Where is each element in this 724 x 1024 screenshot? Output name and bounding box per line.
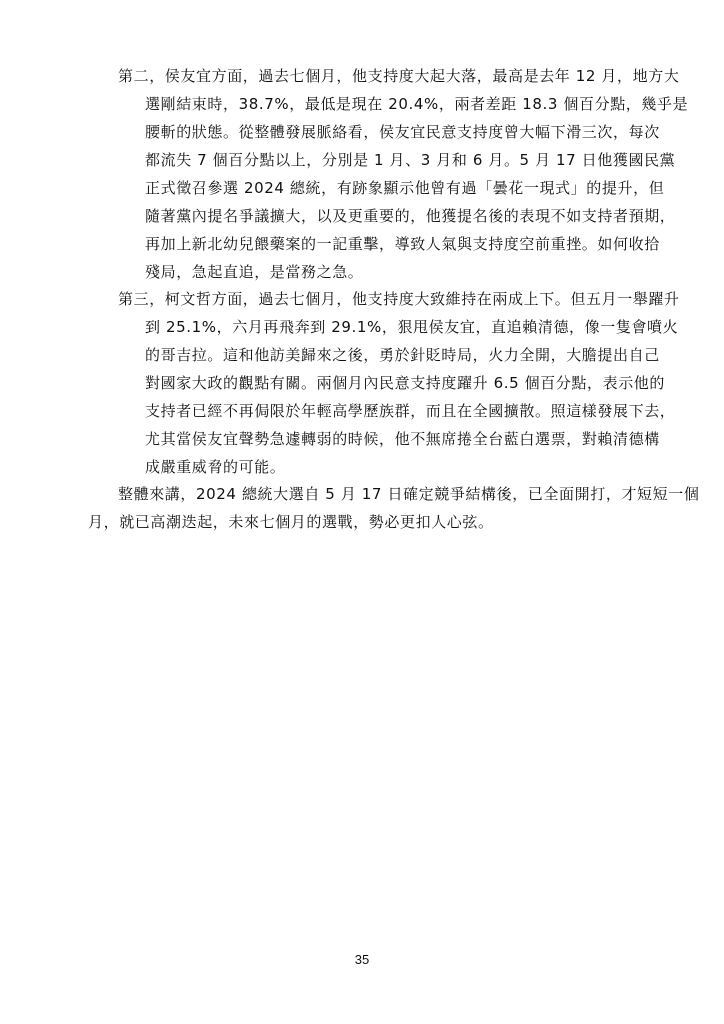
paragraph-line: 對國家大政的觀點有關。兩個月內民意支持度躍升 6.5 個百分點，表示他的 [145,374,665,392]
paragraph-line: 月，就已高潮迭起，未來七個月的選戰，勢必更扣人心弦。 [88,513,494,531]
paragraph-line: 腰斬的狀態。從整體發展脈絡看，侯友宜民意支持度曾大幅下滑三次，每次 [145,123,660,141]
paragraph-line: 到 25.1%，六月再飛奔到 29.1%，狠甩侯友宜，直追賴清德，像一隻會噴火 [145,318,679,336]
paragraph-line: 支持者已經不再侷限於年輕高學歷族群，而且在全國擴散。照這樣發展下去， [145,402,676,420]
paragraph-line: 的哥吉拉。這和他訪美歸來之後，勇於針貶時局，火力全開，大膽提出自己 [145,346,660,364]
paragraph-line: 選剛結束時，38.7%，最低是現在 20.4%，兩者差距 18.3 個百分點，幾乎是 [145,95,689,113]
paragraph-line: 第二，侯友宜方面，過去七個月，他支持度大起大落，最高是去年 12 月，地方大 [118,67,680,85]
paragraph-line: 尤其當侯友宜聲勢急遽轉弱的時候，他不無席捲全台藍白選票，對賴清德構 [145,430,660,448]
paragraph-line: 第三，柯文哲方面，過去七個月，他支持度大致維持在兩成上下。但五月一舉躍升 [118,290,680,308]
paragraph-line: 都流失 7 個百分點以上，分別是 1 月、3 月和 6 月。5 月 17 日他獲國民黨 [145,151,676,169]
paragraph-line: 再加上新北幼兒餵藥案的一記重擊，導致人氣與支持度空前重挫。如何收拾 [145,235,660,253]
paragraph-line: 隨著黨內提名爭議擴大，以及更重要的，他獲提名後的表現不如支持者預期， [145,207,676,225]
paragraph-line: 殘局，急起直追，是當務之急。 [145,263,364,281]
paragraph-line: 整體來講，2024 總統大選自 5 月 17 日確定競爭結構後，已全面開打，才短短一個 [118,485,700,503]
page-number: 35 [354,952,370,967]
paragraph-line: 成嚴重威脅的可能。 [145,458,286,476]
paragraph-line: 正式徵召參選 2024 總統，有跡象顯示他曾有過「曇花一現式」的提升，但 [145,179,665,197]
